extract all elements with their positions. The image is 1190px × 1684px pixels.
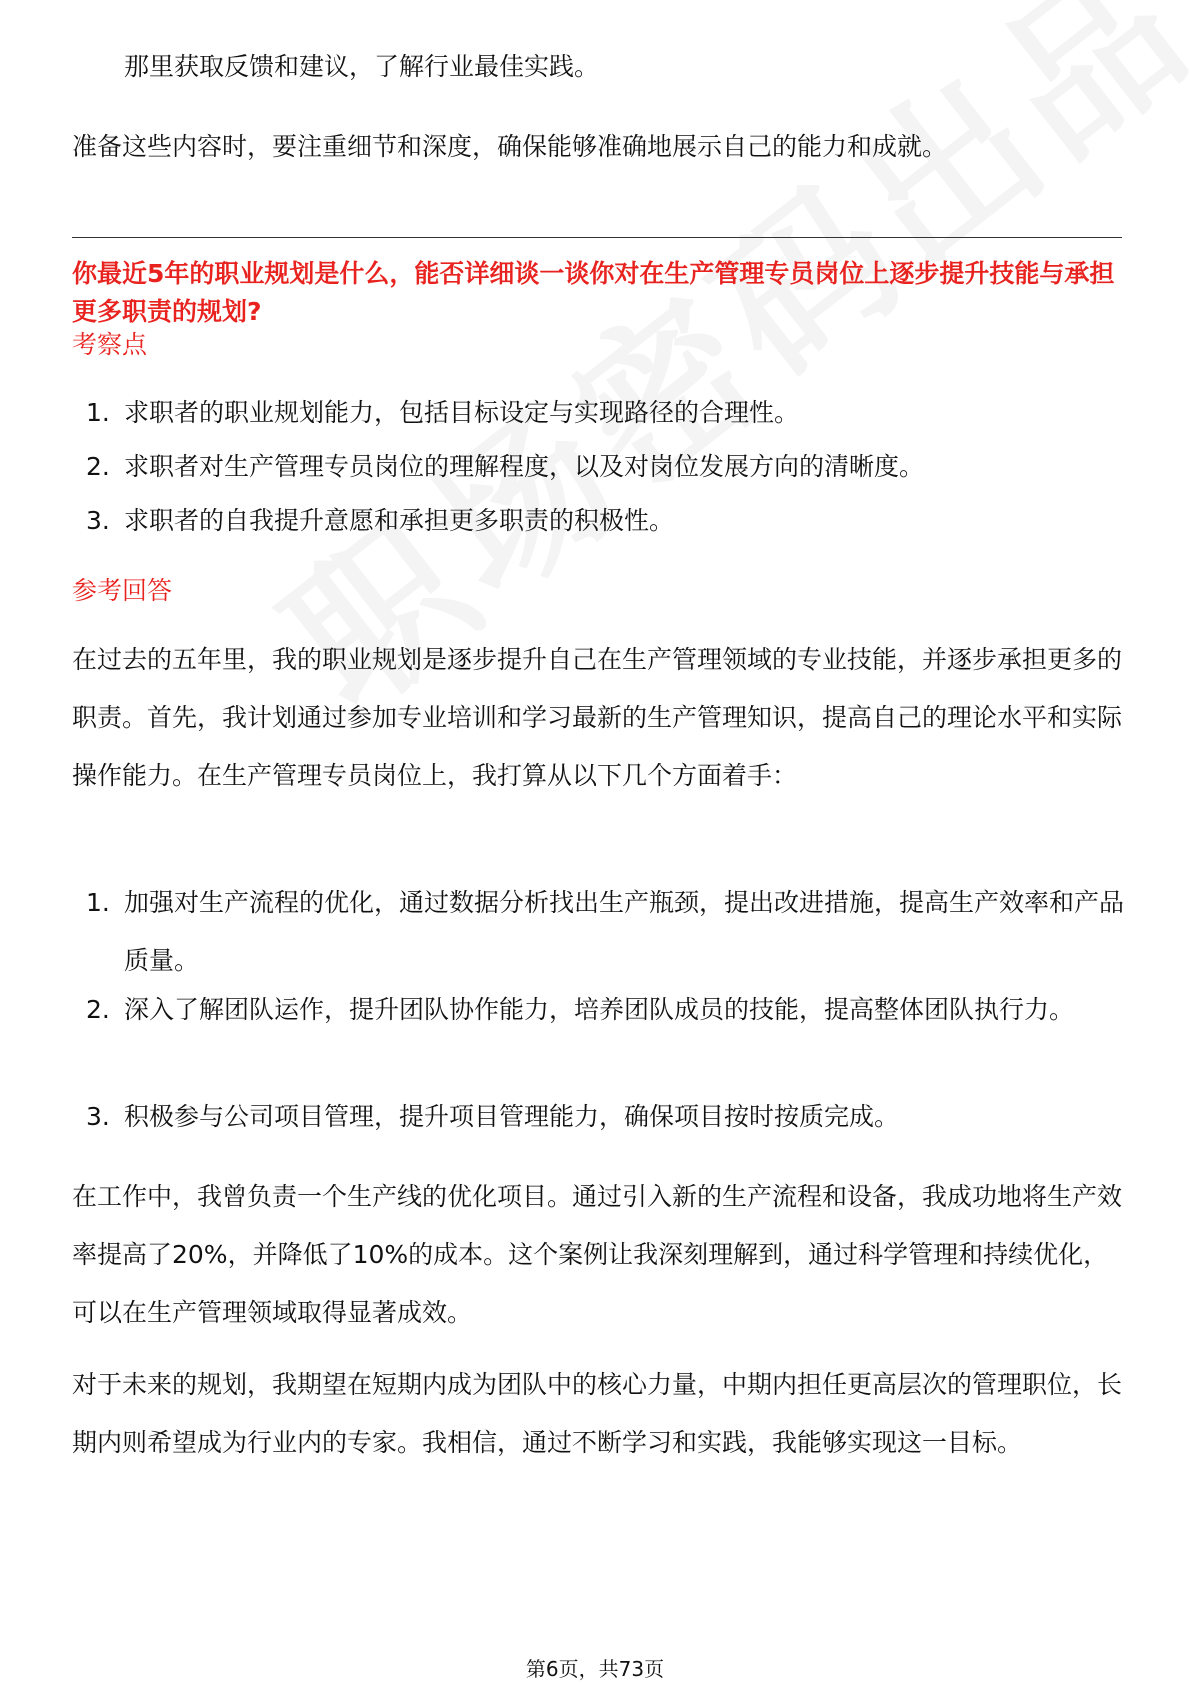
list-number: 1. [86, 398, 110, 427]
continuation-text: 那里获取反馈和建议，了解行业最佳实践。 [124, 52, 600, 81]
list-number: 3. [86, 1102, 110, 1131]
list-text: 深入了解团队运作，提升团队协作能力，培养团队成员的技能，提高整体团队执行力。 [124, 995, 1075, 1024]
list-text: 积极参与公司项目管理，提升项目管理能力，确保项目按时按质完成。 [124, 1102, 900, 1131]
list-number: 2. [86, 995, 110, 1024]
page-footer: 第6页，共73页 [525, 1657, 665, 1681]
assessment-heading: 考察点 [72, 330, 148, 359]
list-text: 求职者的自我提升意愿和承担更多职责的积极性。 [124, 506, 675, 535]
answer-intro: 在过去的五年里，我的职业规划是逐步提升自己在生产管理领域的专业技能，并逐步承担更多的职责。首先，我计划通过参加专业培训和学习最新的生产管理知识，提高自己的理论水平和实际操作能力。在生产管理专员岗位上，我打算从以下几个方面着手： [72, 645, 1123, 790]
interview-question: 你最近5年的职业规划是什么，能否详细谈一谈你对在生产管理专员岗位上逐步提升技能与承担更多职责的规划? [72, 259, 1115, 326]
list-text: 求职者的职业规划能力，包括目标设定与实现路径的合理性。 [124, 398, 800, 427]
list-number: 1. [86, 888, 110, 917]
list-text: 加强对生产流程的优化，通过数据分析找出生产瓶颈，提出改进措施，提高生产效率和产品质量。 [124, 888, 1125, 975]
answer-case: 在工作中，我曾负责一个生产线的优化项目。通过引入新的生产流程和设备，我成功地将生产效率提高了20%，并降低了10%的成本。这个案例让我深刻理解到，通过科学管理和持续优化，可以在生产管理领域取得显著成效。 [72, 1182, 1123, 1327]
section-divider [72, 237, 1122, 238]
prep-note: 准备这些内容时，要注重细节和深度，确保能够准确地展示自己的能力和成就。 [72, 132, 948, 161]
list-number: 3. [86, 506, 110, 535]
list-number: 2. [86, 452, 110, 481]
answer-future: 对于未来的规划，我期望在短期内成为团队中的核心力量，中期内担任更高层次的管理职位，长期内则希望成为行业内的专家。我相信，通过不断学习和实践，我能够实现这一目标。 [72, 1370, 1123, 1457]
answer-heading: 参考回答 [72, 576, 173, 605]
list-text: 求职者对生产管理专员岗位的理解程度，以及对岗位发展方向的清晰度。 [124, 452, 925, 481]
